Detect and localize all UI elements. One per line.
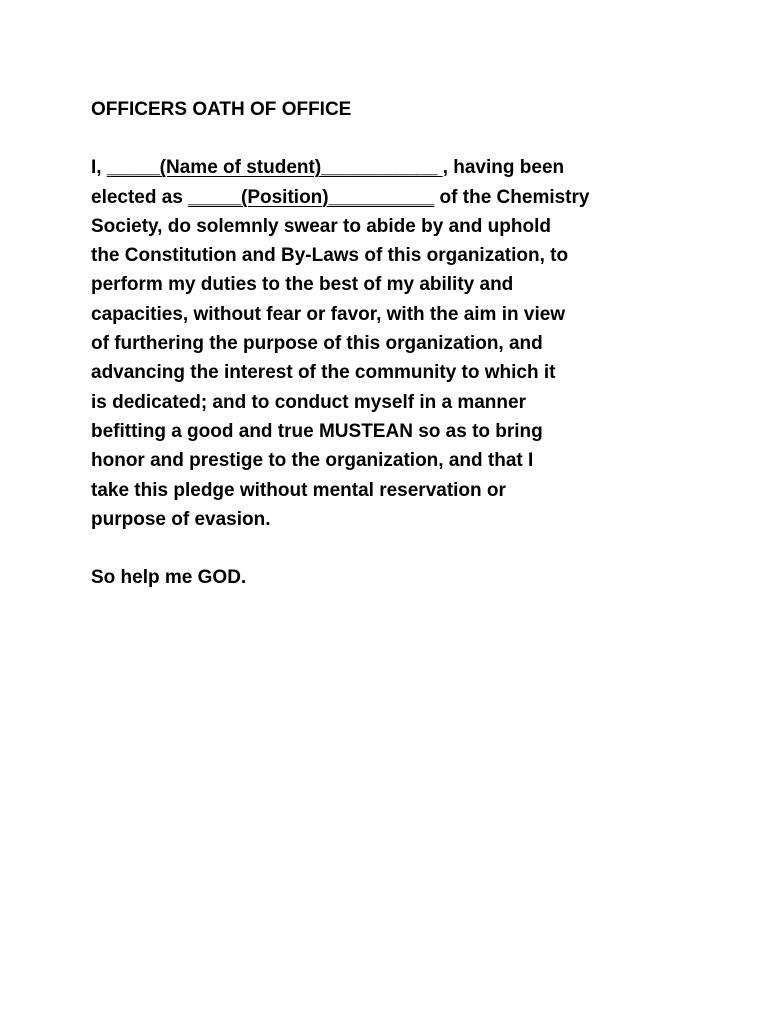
oath-line-1-suffix: , having been [442, 157, 565, 179]
oath-line: take this pledge without mental reservation or [91, 479, 506, 501]
oath-line: befitting a good and true MUSTEAN so as to bring [91, 420, 543, 442]
spacer [91, 124, 711, 153]
oath-line: honor and prestige to the organization, and that I [91, 450, 534, 472]
oath-line: purpose of evasion. [91, 508, 271, 530]
name-of-student-blank: _____(Name of student)___________ [106, 157, 443, 179]
oath-line: Society, do solemnly swear to abide by and uphold [91, 215, 551, 237]
oath-line: the Constitution and By-Laws of this organization, to [91, 245, 569, 267]
oath-line: of furthering the purpose of this organization, and [91, 333, 543, 355]
oath-line: capacities, without fear or favor, with the aim in view [91, 303, 566, 325]
oath-line-2 [91, 183, 711, 212]
oath-line-2-prefix: elected as [91, 186, 189, 208]
oath-line-1-prefix: I, [91, 157, 107, 179]
document-title: OFFICERS OATH OF OFFICE [91, 99, 352, 120]
oath-line-2-suffix: of the Chemistry [434, 186, 590, 208]
oath-line-1 [91, 153, 711, 182]
position-blank: _____(Position)__________ [188, 186, 435, 208]
spacer [91, 534, 711, 563]
oath-line: is dedicated; and to conduct myself in a manner [91, 391, 526, 413]
oath-line: perform my duties to the best of my ability and [91, 274, 514, 296]
closing-line: So help me GOD. [91, 567, 247, 589]
oath-document [91, 95, 711, 593]
oath-line: advancing the interest of the community to which it [91, 362, 556, 384]
